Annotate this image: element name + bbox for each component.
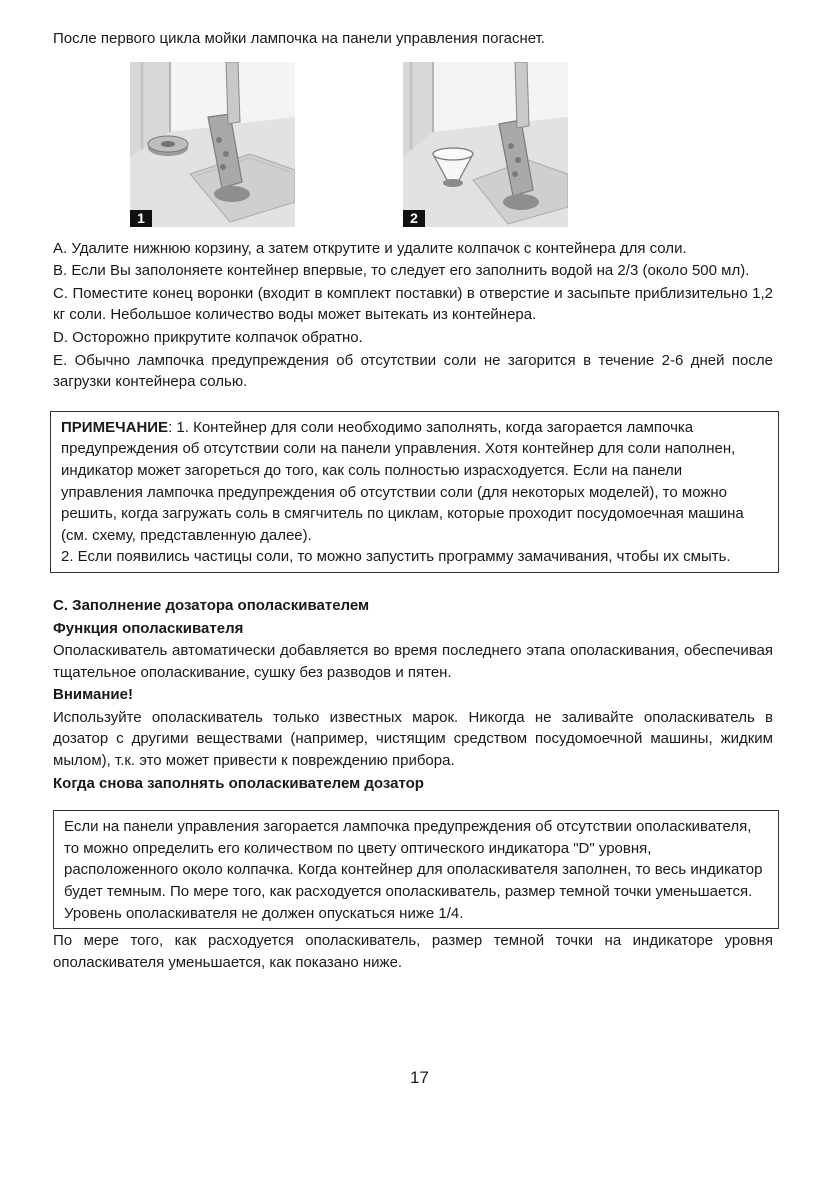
refill-box-text: Если на панели управления загорается лампочка предупреждения об отсутствии ополаскивателя, то можно определить его количеством по цвету оптического индикатора "D" уровня, расположенного около колпачка. Когда контейнер для ополаскивателя заполнен, то весь индикатор будет темным. По мере того, как расходуется ополаскиватель, размер темной точки уменьшается. Уровень ополаскивателя не должен опускаться ниже 1/4. <box>64 818 763 922</box>
steps-list <box>53 238 773 393</box>
step-e: E. Обычно лампочка предупреждения об отсутствии соли не загорится в течение 2-6 дней после загрузки контейнера солью. <box>53 351 773 391</box>
step-d: D. Осторожно прикрутите колпачок обратно. <box>53 328 363 346</box>
function-text: Ополаскиватель автоматически добавляется во время последнего этапа ополаскивания, обеспечивая тщательное ополаскивание, сушку без разводов и пятен. <box>53 642 773 681</box>
intro-text: После первого цикла мойки лампочка на панели управления погаснет. <box>53 30 545 47</box>
note-label: ПРИМЕЧАНИЕ <box>61 418 169 436</box>
figure-1-illustration <box>130 62 295 227</box>
warning-heading: Внимание! <box>53 686 133 704</box>
note-item-1 <box>61 417 768 547</box>
refill-heading: Когда снова заполнять ополаскивателем дозатор <box>53 774 424 792</box>
after-box-text: По мере того, как расходуется ополаскиватель, размер темной точки на индикаторе уровня ополаскивателя уменьшается, как показано ниже. <box>53 932 773 971</box>
note-item-1-text: : 1. Контейнер для соли необходимо заполнять, когда загорается лампочка предупреждения об отсутствии соли на панели управления. Хотя контейнер для соли наполнен, индикатор может загореться до того, как соль полностью израсходуется. Если на панели управления лампочка предупреждения об отсутствии соли (для некоторых моделей), то можно решить, когда загружать соль в смягчитель по циклам, которые проходит посудомоечная машина (см. схему, представленную далее). <box>61 418 744 544</box>
rinse-aid-section <box>53 595 773 794</box>
function-heading: Функция ополаскивателя <box>53 619 244 637</box>
figure-2 <box>403 62 568 227</box>
figures-row <box>53 62 773 230</box>
manual-page <box>53 28 773 973</box>
figure-2-illustration <box>403 62 568 227</box>
page-number: 17 <box>410 1068 429 1087</box>
note-item-2: 2. Если появились частицы соли, то можно запустить программу замачивания, чтобы их смыть. <box>61 548 731 566</box>
warning-text: Используйте ополаскиватель только известных марок. Никогда не заливайте ополаскиватель в дозатор с другими веществами (например, чистящим средством посудомоечной машины, жидким мылом), т.к. это может привести к повреждению прибора. <box>53 708 773 770</box>
figure-1 <box>130 62 295 227</box>
figure-1-badge: 1 <box>130 210 152 227</box>
step-b: B. Если Вы заполоняете контейнер впервые, то следует его заполнить водой на 2/3 (около 500 мл). <box>53 262 750 280</box>
figure-2-badge: 2 <box>403 210 425 227</box>
refill-box <box>53 810 779 929</box>
step-a: A. Удалите нижнюю корзину, а затем открутите и удалите колпачок с контейнера для соли. <box>53 239 687 257</box>
section-heading: C. Заполнение дозатора ополаскивателем <box>53 596 370 614</box>
note-box <box>50 411 779 573</box>
step-c: C. Поместите конец воронки (входит в комплект поставки) в отверстие и засыпьте приблизительно 1,2 кг соли. Небольшое количество воды может вытекать из контейнера. <box>53 284 773 324</box>
